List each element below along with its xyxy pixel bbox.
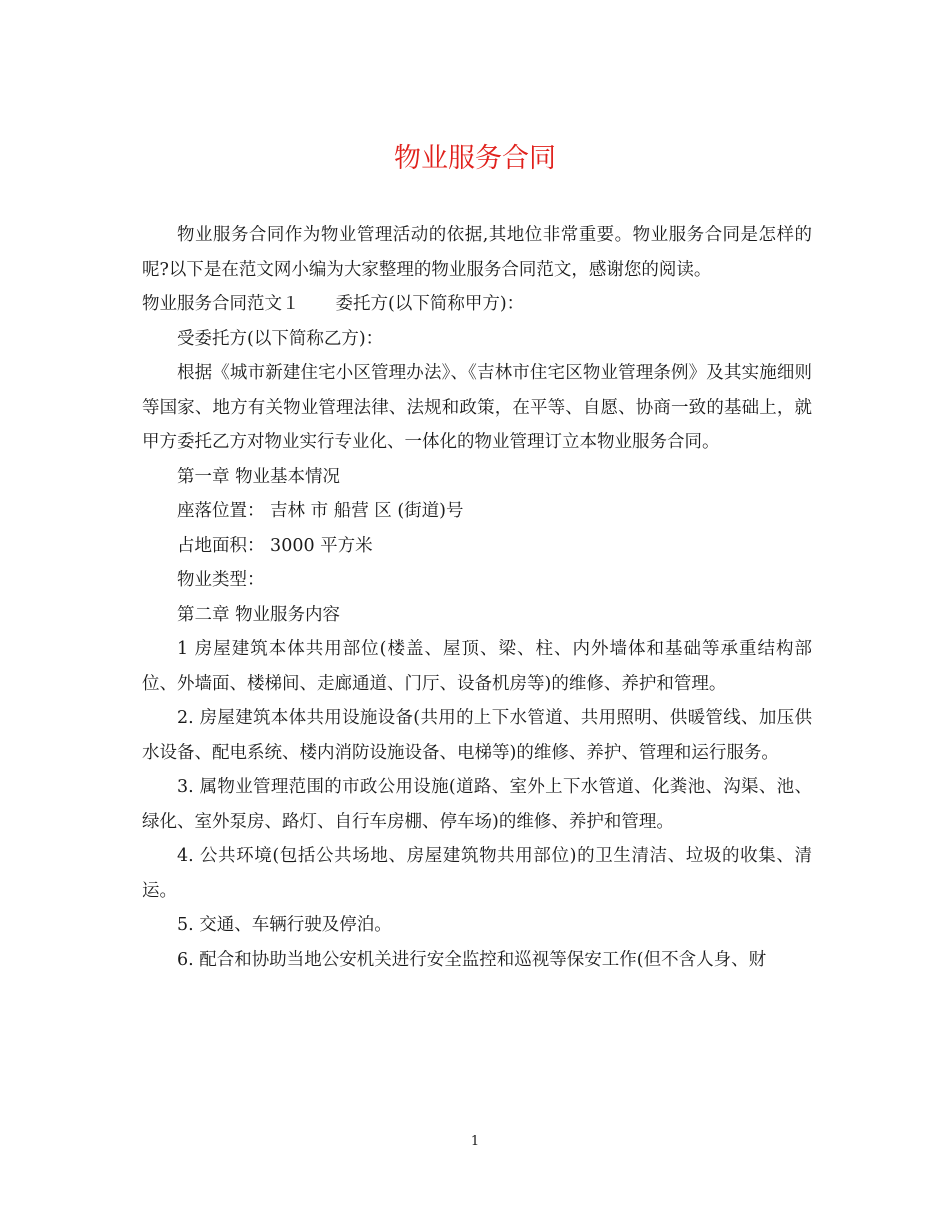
basis-paragraph: 根据《城市新建住宅小区管理办法》、《吉林市住宅区物业管理条例》及其实施细则等国家、地方有关物业管理法律、法规和政策，在平等、自愿、协商一致的基础上，就甲方委托乙方对物业实行专业化、一体化的物业管理订立本物业服务合同。 xyxy=(142,363,812,452)
property-type-line: 物业类型： xyxy=(177,570,265,590)
service-item-3: 3. 属物业管理范围的市政公用设施(道路、室外上下水管道、化粪池、沟渠、池、绿化、室外泵房、路灯、自行车房棚、停车场)的维修、养护和管理。 xyxy=(142,777,812,832)
location-line: 座落位置： 吉林 市 船营 区 (街道)号 xyxy=(177,501,464,521)
chapter-one-heading: 第一章 物业基本情况 xyxy=(177,466,341,487)
service-item-4: 4. 公共环境(包括公共场地、房屋建筑物共用部位)的卫生清洁、垃圾的收集、清运。 xyxy=(142,846,812,901)
sample-heading-line xyxy=(142,287,812,322)
page-number: 1 xyxy=(470,1134,480,1149)
service-item-5: 5. 交通、车辆行驶及停泊。 xyxy=(177,915,392,935)
service-item-2: 2. 房屋建筑本体共用设施设备(共用的上下水管道、共用照明、供暖管线、加压供水设备、配电系统、楼内消防设施设备、电梯等)的维修、养护、管理和运行服务。 xyxy=(142,708,812,763)
document-title: 物业服务合同 xyxy=(394,143,556,174)
area-line: 占地面积： 3000 平方米 xyxy=(177,535,373,556)
party-a-label: 委托方(以下简称甲方)： xyxy=(335,294,525,314)
document-body xyxy=(142,218,812,977)
chapter-two-heading: 第二章 物业服务内容 xyxy=(177,604,341,625)
intro-paragraph: 物业服务合同作为物业管理活动的依据,其地位非常重要。物业服务合同是怎样的呢?以下是在范文网小编为大家整理的物业服务合同范文，感谢您的阅读。 xyxy=(142,225,812,280)
party-b-label: 受委托方(以下简称乙方)： xyxy=(177,328,384,349)
sample-heading: 物业服务合同范文１ xyxy=(142,294,300,314)
service-item-1: 1 房屋建筑本体共用部位(楼盖、屋顶、梁、柱、内外墙体和基础等承重结构部位、外墙面、楼梯间、走廊通道、门厅、设备机房等)的维修、养护和管理。 xyxy=(142,639,812,694)
service-item-6: 6. 配合和协助当地公安机关进行安全监控和巡视等保安工作(但不含人身、财 xyxy=(177,949,767,970)
